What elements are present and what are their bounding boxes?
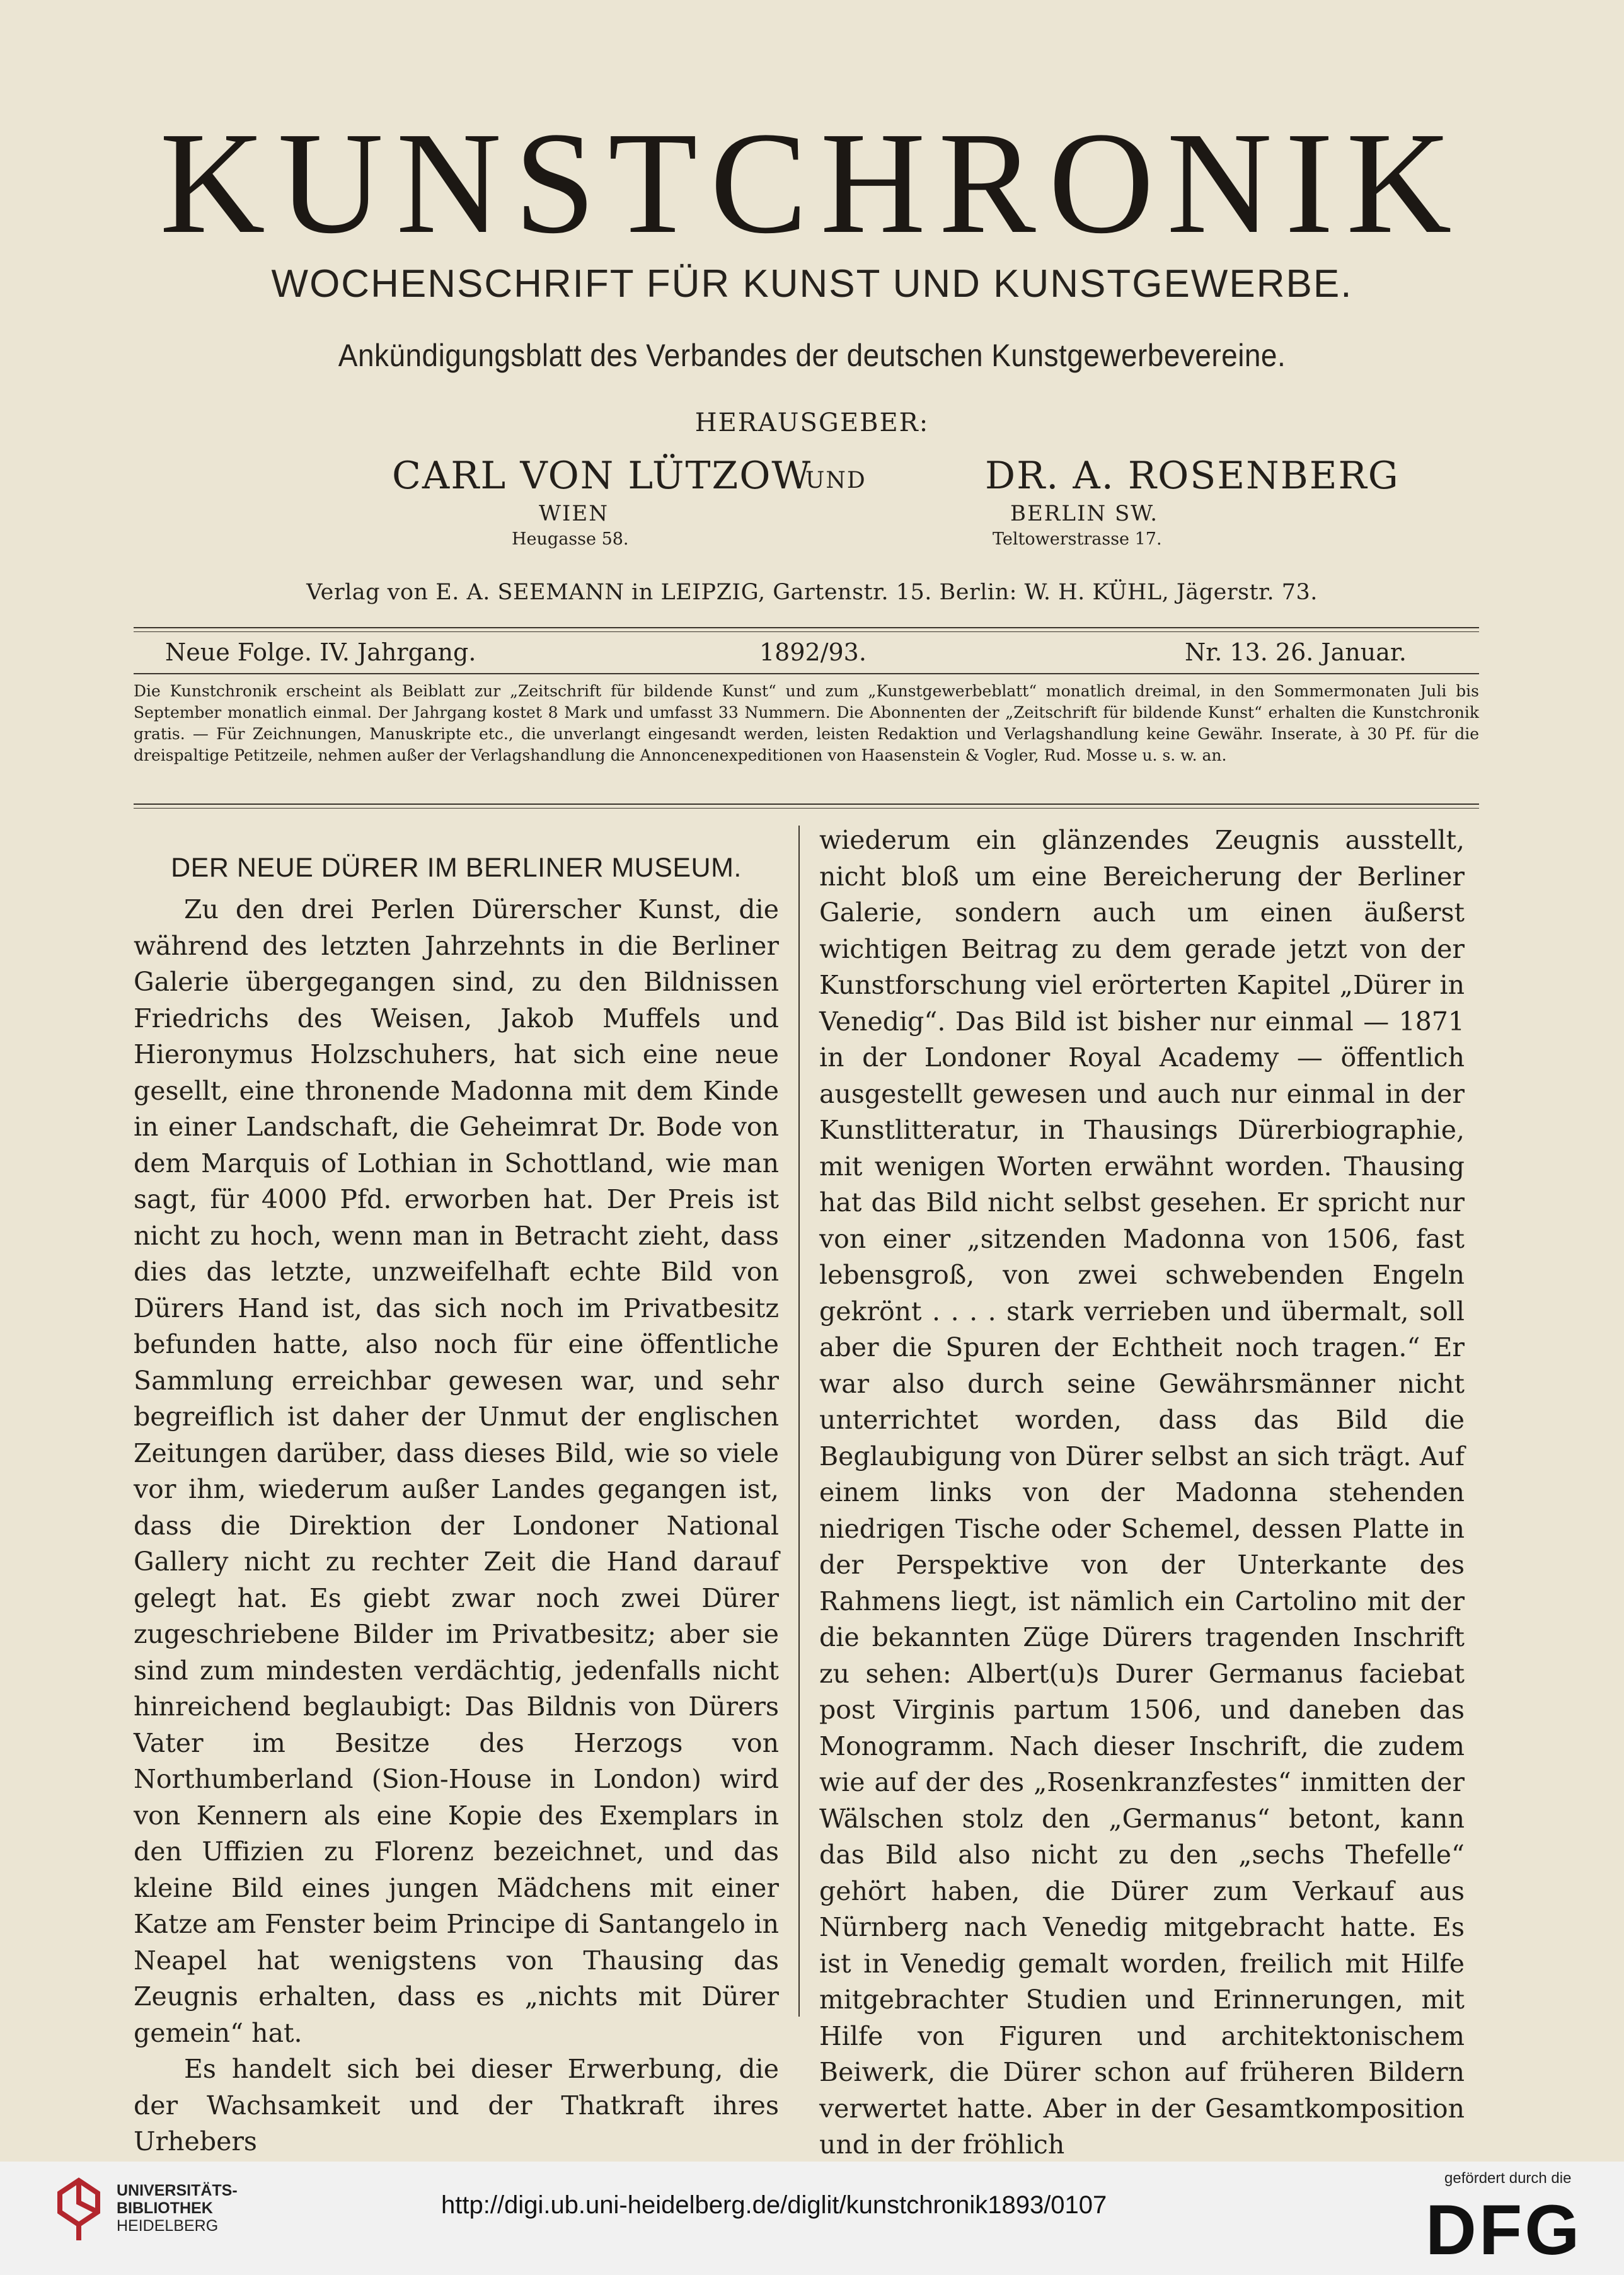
uni-name-line: UNIVERSITÄTS- xyxy=(117,2182,238,2199)
editors-label: HERAUSGEBER: xyxy=(694,408,930,437)
article-column-right xyxy=(819,822,1465,2163)
editor-left-name: CARL VON LÜTZOW xyxy=(392,454,812,498)
article-column-left xyxy=(134,822,779,2160)
uni-name-line: BIBLIOTHEK xyxy=(117,2199,213,2217)
editor-right-name: DR. A. ROSENBERG xyxy=(985,454,1400,498)
digitization-url-link[interactable]: http://digi.ub.uni-heidelberg.de/diglit/kunstchronik1893/0107 xyxy=(441,2191,1107,2219)
issue-number-date: Nr. 13. 26. Januar. xyxy=(1185,638,1407,666)
uni-name-line: HEIDELBERG xyxy=(117,2217,219,2235)
editor-right-city: BERLIN SW. xyxy=(1010,501,1159,526)
issue-series: Neue Folge. IV. Jahrgang. xyxy=(165,638,476,666)
column-divider xyxy=(798,826,800,2017)
subscription-notice xyxy=(134,681,1479,766)
notice-rule xyxy=(134,803,1479,805)
editor-right-address: Teltowerstrasse 17. xyxy=(993,529,1162,549)
issue-rule xyxy=(134,673,1479,674)
university-library-name xyxy=(117,2182,238,2235)
notice-text: Die Kunstchronik erscheint als Beiblatt zur „Zeitschrift für bildende Kunst“ und zum „Kunstgewerbeblatt“ monatlich dreimal, in den Sommermonaten Juli bis September monatlich einmal. Der Jahrgang kostet 8 Mark und umfasst 33 Nummern. Die Abonnenten der „Zeitschrift für bildende Kunst“ erhalten die Kunstchronik gratis. — Für Zeichnungen, Manuskripte etc., die unverlangt eingesandt werden, leisten Redaktion und Verlagshandlung keine Gewähr. Inserate, à 30 Pf. für die dreispaltige Petitzeile, nehmen außer der Verlagshandlung die Annoncenexpeditionen von Haasenstein & Vogler, Rud. Mosse u. s. w. an. xyxy=(134,682,1479,764)
issue-year: 1892/93. xyxy=(759,638,867,666)
article-paragraph: Es handelt sich bei dieser Erwerbung, die der Wachsamkeit und der Thatkraft ihres Urhebers xyxy=(134,2054,779,2157)
masthead-subtitle: WOCHENSCHRIFT FÜR KUNST UND KUNSTGEWERBE. xyxy=(271,262,1353,306)
editor-left-city: WIEN xyxy=(539,501,609,526)
dfg-logo: DFG xyxy=(1425,2191,1582,2269)
university-library-logo-icon xyxy=(54,2174,104,2243)
masthead-announcement: Ankündigungsblatt des Verbandes der deutschen Kunstgewerbevereine. xyxy=(338,338,1286,373)
masthead-title: KUNSTCHRONIK xyxy=(159,102,1465,264)
funded-by-label: gefördert durch die xyxy=(1444,2170,1572,2187)
header-rule-top xyxy=(134,627,1479,628)
article-title: DER NEUE DÜRER IM BERLINER MUSEUM. xyxy=(171,853,742,883)
header-rule-top-thin xyxy=(134,631,1479,632)
article-paragraph: Zu den drei Perlen Dürerscher Kunst, die während des letzten Jahrzehnts in die Berliner Galerie übergegangen sind, zu den Bildnissen Friedrichs des Weisen, Jakob Muffels und Hieronymus Holzschuhers, hat sich eine neue gesellt, eine thronende Madonna mit dem Kinde in einer Landschaft, die Geheimrat Dr. Bode von dem Marquis of Lothian in Schottland, wie man sagt, für 4000 Pfd. erworben hat. Der Preis ist nicht zu hoch, wenn man in Betracht zieht, dass dies das letzte, unzweifelhaft echte Bild von Dürers Hand ist, das sich noch im Privatbesitz befunden hatte, also noch für eine öffentliche Sammlung erreichbar gewesen war, und sehr begreiflich ist daher der Unmut der englischen Zeitungen darüber, dass dieses Bild, wie so viele vor ihm, wiederum außer Landes gegangen ist, dass die Direktion der Londoner National Gallery nicht zu rechter Zeit die Hand darauf gelegt hat. Es giebt zwar noch zwei Dürer zugeschriebene Bilder im Privatbesitz; aber sie sind zum mindesten verdächtig, jedenfalls nicht hinreichend beglaubigt: Das Bildnis von Dürers Vater im Besitze des Herzogs von Northumberland (Sion-House in London) wird von Kennern als eine Kopie des Exemplars in den Uffizien zu Florenz bezeichnet, und das kleine Bild eines jungen Mädchens mit einer Katze am Fenster beim Principe di Santangelo in Neapel hat wenigstens von Thausing das Zeugnis erhalten, dass es „nichts mit Dürer gemein“ hat. xyxy=(134,894,779,2048)
editor-left-address: Heugasse 58. xyxy=(512,529,629,549)
editor-conjunction: UND xyxy=(805,468,867,493)
publisher-line: Verlag von E. A. SEEMANN in LEIPZIG, Gartenstr. 15. Berlin: W. H. KÜHL, Jägerstr. 73. xyxy=(306,580,1318,605)
notice-rule-thin xyxy=(134,808,1479,809)
article-paragraph: wiederum ein glänzendes Zeugnis ausstellt, nicht bloß um eine Bereicherung der Berliner Galerie, sondern auch um einen äußerst wichtigen Beitrag zu dem gerade jetzt von der Kunstforschung viel erörterten Kapitel „Dürer in Venedig“. Das Bild ist bisher nur einmal — 1871 in der Londoner Royal Academy — öffentlich ausgestellt gewesen und auch nur einmal in der Kunstlitteratur, in Thausings Dürerbiographie, mit wenigen Worten erwähnt worden. Thausing hat das Bild nicht selbst gesehen. Er spricht nur von einer „sitzenden Madonna von 1506, fast lebensgroß, von zwei schwebenden Engeln gekrönt . . . . stark verrieben und übermalt, soll aber die Spuren der Echtheit noch tragen.“ Er war also durch seine Gewährsmänner nicht unterrichtet worden, dass das Bild die Beglaubigung von Dürer selbst an sich trägt. Auf einem links von der Madonna stehenden niedrigen Tische oder Schemel, dessen Platte in der Perspektive von der Unterkante des Rahmens liegt, ist nämlich ein Cartolino mit der die bekannten Züge Dürers tragenden Inschrift zu sehen: Albert(u)s Durer Germanus faciebat post Virginis partum 1506, und daneben das Monogramm. Nach dieser Inschrift, die zudem wie auf der des „Rosenkranzfestes“ inmitten der Wälschen stolz den „Germanus“ betont, kann das Bild also nicht zu den „sechs Thefelle“ gehört haben, die Dürer zum Verkauf aus Nürnberg nach Venedig mitgebracht hatte. Es ist in Venedig gemalt worden, freilich mit Hilfe mitgebrachter Studien und Erinnerungen, mit Hilfe von Figuren und architektonischem Beiwerk, die Dürer schon auf früheren Bildern verwertet hatte. Aber in der Gesamtkomposition und in der fröhlich xyxy=(819,825,1465,2160)
